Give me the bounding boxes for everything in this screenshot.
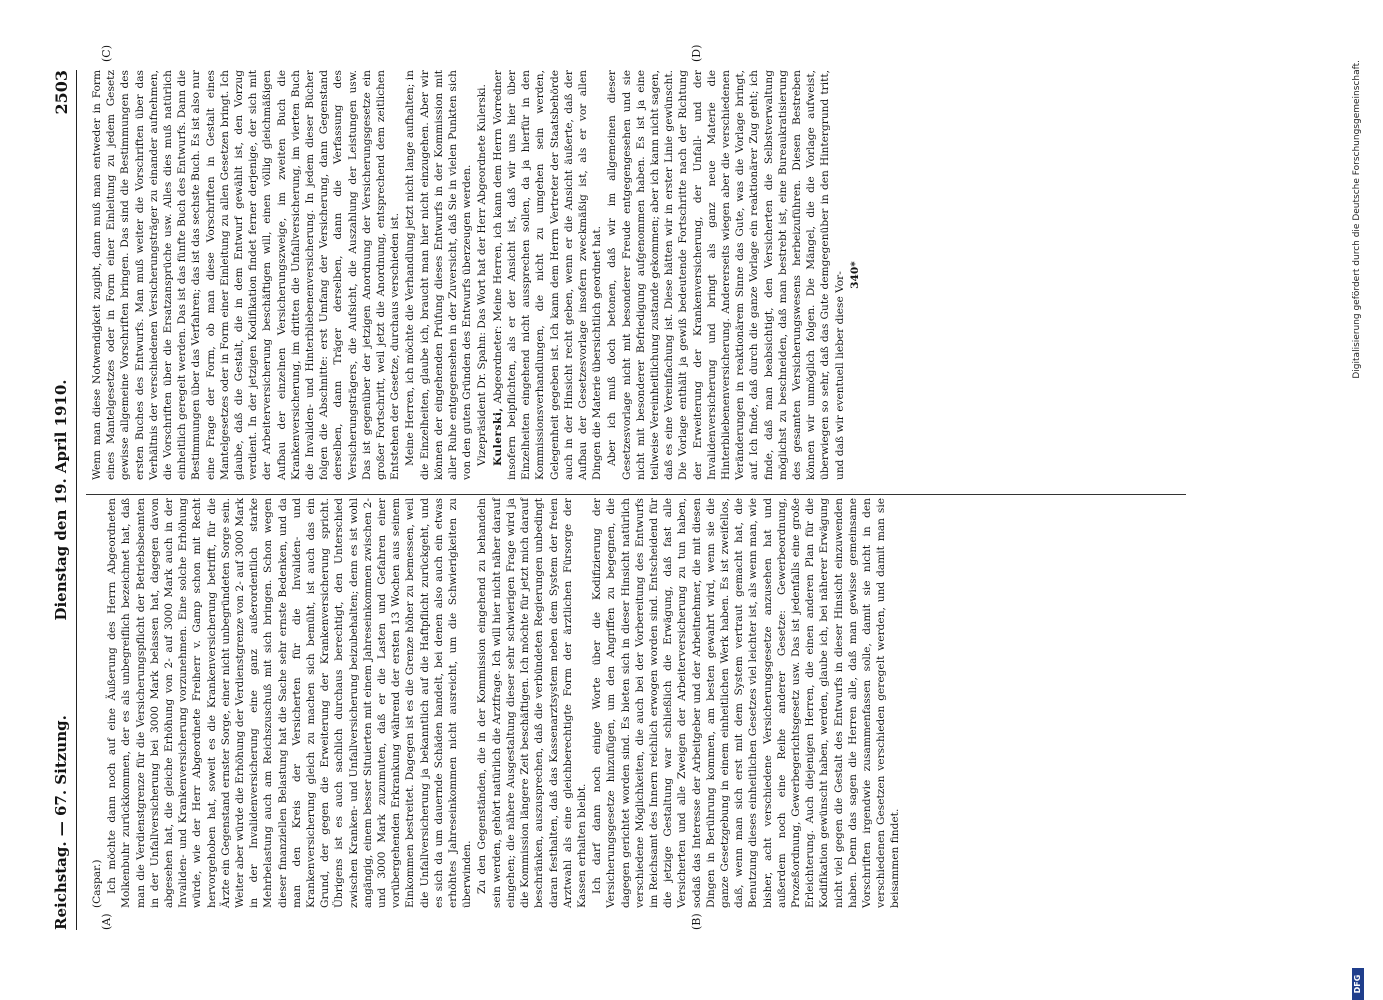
page-reference: 340*	[848, 261, 861, 289]
left-text-column	[90, 498, 904, 908]
header-session: Reichstag. — 67. Sitzung.	[52, 715, 70, 930]
digitization-note: Digitalisierung gefördert durch die Deutsche Forschungsgemeinschaft.	[1352, 60, 1362, 379]
speaker-text: Abgeordneter: Meine Herren, ich kann dem Herrn Vorredner insofern beipflichten, als er der Ansicht ist, daß wir uns hier über Einzelheiten eingehend nicht aussprechen sollen, da ja hierfür in den Kommissionsverhandlungen, die nicht zu umgehen sein werden, Gelegenheit gegeben ist. Ich kann dem Herrn Vertreter der Staatsbehörde auch in der Hinsicht recht geben, wenn er die Ansicht äußerte, daß der Aufbau der Gesetzesvorlage insofern zweckmäßig ist, als er vor allen Dingen die Materie übersichtlich geordnet hat.	[491, 70, 604, 480]
speaker-name: Kulerski,	[491, 407, 504, 466]
dfg-logo: DFG	[1352, 968, 1364, 1000]
paragraph: Zu den Gegenständen, die in der Kommission eingehend zu behandeln sein werden, gehört natürlich die Arztfrage. Ich will hier nicht näher darauf eingehen; die nähere Ausgestaltung dieser sehr schwierigen Frage wird ja die Kommission längere Zeit beschäftigen. Ich möchte für jetzt mich darauf beschränken, auszusprechen, daß die verbündeten Regierungen unbedingt daran festhalten, daß das Kassenarztsystem neben dem System der freien Arztwahl als eine gleichberechtigte Form der ärztlichen Fürsorge der Kassen erhalten bleibt.	[476, 498, 588, 908]
margin-marker-b: (B)	[690, 913, 703, 930]
margin-marker-d: (D)	[690, 44, 703, 62]
page-number: 2503	[52, 70, 71, 115]
right-text-column	[90, 70, 863, 480]
speaker-tag: (Caspar.)	[91, 859, 103, 908]
header-date: Dienstag den 19. April 1910.	[52, 379, 70, 621]
paragraph: Meine Herren, ich möchte die Verhandlung jetzt nicht lange aufhalten; in die Einzelheiten, glaube ich, braucht man hier nicht einzugehen. Aber wir können der eingehenden Prüfung dieses Entwurfs in der Kommission mit aller Ruhe entgegensehen in der Zuversicht, daß Sie in vielen Punkten sich von den guten Gründen des Entwurfs überzeugen werden.	[404, 70, 474, 480]
margin-marker-a: (A)	[100, 913, 113, 930]
column-divider	[86, 494, 1186, 495]
margin-marker-c: (C)	[100, 45, 113, 62]
speaker-paragraph	[491, 70, 605, 480]
page-header	[52, 70, 77, 930]
paragraph: Wenn man diese Notwendigkeit zugibt, dann muß man entweder in Form eines Mantelgesetzes oder in Form einer Einleitung zu jedem Gesetz gewisse allgemeine Vorschriften bringen. Das sind die Bestimmungen des ersten Buches des Entwurfs. Man muß weiter die Vorschriften über das Verhältnis der verschiedenen Versicherungsträger zu einander aufnehmen, die Vorschriften über die Ersatzansprüche usw. Alles dies muß natürlich einheitlich geregelt werden. Das ist das fünfte Buch des Entwurfs. Dann die Bestimmungen über das Verfahren; das ist das sechste Buch. Es ist also nur eine Frage der Form, ob man diese Vorschriften in Gestalt eines Mantelgesetzes oder in Form einer Einleitung zu allen Gesetzen bringt. Ich glaube, daß die Gestalt, die in dem Entwurf gewählt ist, den Vorzug verdient. In der jetzigen Kodifikation findet ferner derjenige, der sich mit der Arbeiterversicherung beschäftigen will, einen völlig gleichmäßigen Aufbau der einzelnen Versicherungszweige, im zweiten Buch die Krankenversicherung, im dritten die Unfallversicherung, im vierten Buch die Invaliden- und Hinterbliebenenversicherung. In jedem dieser Bücher folgen die Abschnitte: erst Umfang der Versicherung, dann Gegenstand derselben, dann Träger derselben, dann die Verfassung des Versicherungsträgers, die Aufsicht, die Auszahlung der Leistungen usw. Das ist gegenüber der jetzigen Anordnung der Versicherungsgesetze ein großer Fortschritt, weil jetzt die Anordnung, entsprechend dem zeitlichen Entstehen der Gesetze, durchaus verschieden ist.	[91, 70, 402, 480]
president-announcement: Vizepräsident Dr. Spahn: Das Wort hat der Herr Abgeordnete Kulerski.	[476, 84, 489, 466]
paragraph: Ich möchte dann noch auf eine Äußerung des Herrn Abgeordneten Molkenbuhr zurückkommen, der es als unbegreiflich bezeichnet hat, daß man die Verdienstgrenze für die Versicherungspflicht der Betriebsbeamten in der Unfallversicherung bei 3000 Mark belassen hat, dagegen davon abgesehen hat, die gleiche Erhöhung von 2- auf 3000 Mark auch in der Invaliden- und Krankenversicherung vorzunehmen. Eine solche Erhöhung würde, wie der Herr Abgeordnete Freiherr v. Gamp schon mit Recht hervorgehoben hat, soweit es die Krankenversicherung betrifft, für die Ärzte ein Gegenstand ernster Sorge, einer nicht unbegründeten Sorge sein. Weiter aber würde die Erhöhung der Verdienstgrenze von 2- auf 3000 Mark in der Invalidenversicherung eine ganz außerordentlich starke Mehrbelastung auch am Reichszuschuß mit sich bringen. Schon wegen dieser finanziellen Belastung hat die Sache sehr ernste Bedenken, und da man den Kreis der Versicherten für die Invaliden- und Krankenversicherung gleich zu machen sich bemüht, ist auch das ein Grund, der gegen die Erweiterung der Krankenversicherung spricht. Übrigens ist es auch sachlich durchaus berechtigt, den Unterschied zwischen Kranken- und Unfallversicherung beizubehalten; denn es ist wohl angängig, einem besser Situierten mit einem Jahreseinkommen zwischen 2- und 3000 Mark zuzumuten, daß er die Lasten und Gefahren einer vorübergehenden Erkrankung während der ersten 13 Wochen aus seinem Einkommen bestreitet. Dagegen ist es die Grenze höher zu bemessen, weil die Unfallversicherung ja bekanntlich auf die Haftpflicht zurückgeht, und es sich da um dauernde Schäden handelt, bei denen also auch ein etwas erhöhtes Jahreseinkommen nicht ausreicht, um die Schwierigkeiten zu überwinden.	[106, 498, 474, 908]
paragraph: Ich darf dann noch einige Worte über die Kodifizierung der Versicherungsgesetze hinzufügen, um den Angriffen zu begegnen, die dagegen gerichtet worden sind. Es bieten sich in dieser Hinsicht natürlich verschiedene Möglichkeiten, die auch bei der Vorbereitung des Entwurfs im Reichsamt des Innern reichlich erwogen worden sind. Entscheidend für die jetzige Gestaltung war schließlich die Erwägung, daß fast alle Versicherten und alle Zweigen der Arbeiterversicherung zu tun haben, sodaß das Interesse der Arbeitgeber und der Arbeitnehmer, die mit diesen Dingen in Berührung kommen, am besten gewahrt wird, wenn sie die ganze Gesetzgebung in einem einheitlichen Werk haben. Es ist zweifellos, daß, wenn man sich erst mit dem System vertraut gemacht hat, die Benutzung dieses einheitlichen Gesetzes viel leichter ist, als wenn man, wie bisher, acht verschiedene Versicherungsgesetze anzusehen hat und außerdem noch eine Reihe anderer Gesetze: Gewerbeordnung, Prozeßordnung, Gewerbegerichtsgesetz usw. Das ist jedenfalls eine große Erleichterung. Auch diejenigen Herren, die einen anderen Plan für die Kodifikation gewünscht haben, werden, glaube ich, bei näherer Erwägung nicht viel gegen die Gestalt des Entwurfs in dieser Hinsicht einzuwenden haben. Denn das sagen die Herren alle, daß man gewisse gemeinsame Vorschriften irgendwie zusammenfassen solle, damit sie nicht in den verschiedenen Gesetzen verschieden geregelt werden, und damit man sie beisammen findet.	[591, 498, 902, 908]
paragraph: Aber ich muß doch betonen, daß wir im allgemeinen dieser Gesetzesvorlage nicht mit besonderer Freude entgegengesehen und sie nicht mit besonderer Befriedigung aufgenommen haben. Es ist ja eine teilweise Vereinheitlichung zustande gekommen; aber ich kann nicht sagen, daß es eine Vereinfachung ist. Diese hätten wir in erster Linie gewünscht. Die Vorlage enthält ja gewiß bedeutende Fortschritte nach der Richtung der Erweiterung der Krankenversicherung, der Unfall- und der Invalidenversicherung und bringt als ganz neue Materie die Hinterbliebenenversicherung. Andererseits wiegen aber die verschiedenen Veränderungen in reaktionärem Sinne das Gute, was die Vorlage bringt, auf. Ich finde, daß durch die ganze Vorlage ein reaktionärer Zug geht; ich finde, daß man beabsichtigt, den Versicherten die Selbstverwaltung möglichst zu beschneiden, daß man bestrebt ist, eine Bureaukratisierung des gesamten Versicherungswesens herbeizuführen. Diesen Bestreben können wir unmöglich folgen. Die Mängel, die die Vorlage aufweist, überwiegen so sehr, daß das Gute demgegenüber in den Hintergrund tritt, und daß wir eventuell lieber diese Vor-	[606, 70, 846, 480]
